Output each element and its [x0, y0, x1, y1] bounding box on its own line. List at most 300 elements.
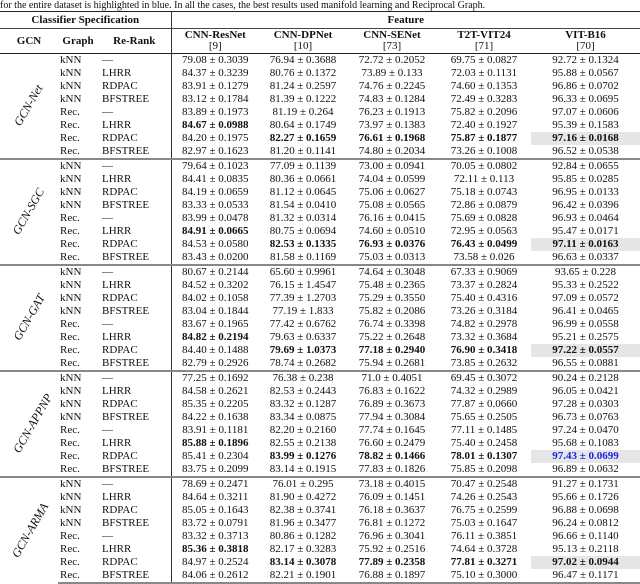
feature-reference: [70]	[576, 40, 595, 52]
value-cell: 77.25 ± 0.1692	[171, 371, 259, 385]
rerank-cell: LHRR	[102, 437, 132, 449]
rerank-header: Re-Rank	[98, 29, 171, 54]
value-cell: 78.82 ± 0.1466	[358, 450, 426, 462]
table-row	[0, 93, 640, 106]
value-cell: 77.81 ± 0.3271	[450, 556, 518, 568]
value-cell: 96.93 ± 0.0464	[552, 212, 619, 224]
graph-header: Graph	[58, 29, 98, 54]
gcn-group-label	[0, 54, 58, 160]
table-row	[0, 556, 640, 569]
value-cell: 96.24 ± 0.0812	[552, 517, 619, 529]
graph-cell: kNN	[60, 93, 82, 105]
value-cell: 75.87 ± 0.1877	[450, 132, 518, 144]
table-row	[0, 450, 640, 463]
graph-cell: kNN	[60, 186, 82, 198]
feature-column-header	[531, 29, 640, 54]
value-cell: 77.19 ± 1.833	[272, 305, 334, 317]
gcn-name: GCN-ARMA	[8, 499, 52, 560]
table-row	[0, 238, 640, 251]
value-cell: 95.88 ± 0.0567	[552, 67, 619, 79]
value-cell: 76.60 ± 0.2479	[358, 437, 426, 449]
table-row	[0, 305, 640, 318]
value-cell: 84.19 ± 0.0659	[171, 186, 259, 199]
value-cell: 96.33 ± 0.0695	[552, 93, 619, 105]
value-cell: 72.86 ± 0.0879	[450, 199, 518, 211]
rerank-cell: —	[102, 424, 113, 436]
value-cell: 77.89 ± 0.2358	[358, 556, 426, 568]
value-cell: 96.42 ± 0.0396	[552, 199, 619, 211]
value-cell: 83.14 ± 0.3078	[269, 556, 337, 568]
value-cell: 97.07 ± 0.0606	[552, 106, 619, 118]
gcn-group-label	[0, 159, 58, 265]
table-row	[0, 477, 640, 491]
value-cell: 71.0 ± 0.4051	[347, 371, 437, 385]
table-row	[0, 569, 640, 583]
value-cell: 84.37 ± 0.3239	[171, 67, 259, 80]
value-cell: 82.38 ± 0.3741	[269, 504, 337, 516]
value-cell: 75.29 ± 0.3550	[358, 292, 426, 304]
rerank-cell: LHRR	[102, 173, 132, 185]
value-cell: 75.10 ± 0.3000	[437, 569, 531, 583]
graph-cell: kNN	[60, 279, 82, 291]
value-cell: 77.87 ± 0.0660	[450, 398, 518, 410]
value-cell: 95.13 ± 0.2118	[552, 543, 619, 555]
table-row	[0, 398, 640, 411]
graph-cell: Rec.	[60, 225, 80, 237]
feature-name: CNN-ResNet	[184, 29, 246, 41]
table-row	[0, 463, 640, 477]
value-cell: 74.26 ± 0.2543	[450, 491, 518, 503]
value-cell: 83.67 ± 0.1965	[171, 318, 259, 331]
table-row	[0, 292, 640, 305]
value-cell: 93.65 ± 0.228	[531, 265, 640, 279]
value-cell: 83.43 ± 0.0200	[171, 251, 259, 265]
value-cell: 73.97 ± 0.1383	[358, 119, 426, 131]
value-cell: 80.64 ± 0.1749	[269, 119, 337, 131]
graph-cell: kNN	[60, 517, 82, 529]
value-cell: 72.49 ± 0.3283	[450, 93, 518, 105]
graph-cell: Rec.	[60, 556, 80, 568]
value-cell: 84.22 ± 0.1638	[171, 411, 259, 424]
value-cell: 80.76 ± 0.1372	[269, 67, 337, 79]
value-cell: 83.99 ± 0.1276	[269, 450, 337, 462]
value-cell: 75.22 ± 0.2648	[358, 331, 426, 343]
value-cell: 73.85 ± 0.2632	[450, 357, 518, 369]
rerank-cell: LHRR	[102, 491, 132, 503]
rerank-cell: BFSTREE	[98, 569, 171, 583]
value-cell: 74.64 ± 0.3728	[450, 543, 518, 555]
value-cell: 75.82 ± 0.2096	[450, 106, 518, 118]
value-cell: 79.08 ± 0.3039	[171, 54, 259, 68]
value-cell: 75.40 ± 0.2458	[450, 437, 518, 449]
rerank-cell: BFSTREE	[102, 93, 150, 105]
value-cell: 85.05 ± 0.1643	[171, 504, 259, 517]
value-cell: 74.76 ± 0.2245	[358, 80, 426, 92]
value-cell: 75.94 ± 0.2681	[358, 357, 426, 369]
value-cell: 76.75 ± 0.2599	[450, 504, 518, 516]
graph-cell: kNN	[60, 80, 82, 92]
graph-cell: Rec.	[60, 450, 80, 462]
value-cell: 96.88 ± 0.0698	[552, 504, 619, 516]
rerank-cell: BFSTREE	[102, 251, 150, 263]
rerank-cell: BFSTREE	[102, 411, 150, 423]
value-cell: 84.82 ± 0.2194	[171, 331, 259, 344]
value-cell: 83.91 ± 0.1279	[171, 80, 259, 93]
value-cell: 81.19 ± 0.264	[272, 106, 334, 118]
value-cell: 76.01 ± 0.295	[259, 477, 347, 491]
value-cell: 81.39 ± 0.1222	[269, 93, 337, 105]
classifier-spec-header: Classifier Specification	[0, 12, 171, 29]
graph-cell: Rec.	[60, 437, 80, 449]
value-cell: 96.86 ± 0.0702	[552, 80, 619, 92]
value-cell: 77.39 ± 1.2703	[269, 292, 337, 304]
value-cell: 96.52 ± 0.0538	[552, 145, 619, 157]
rerank-cell: LHRR	[102, 279, 132, 291]
rerank-cell: —	[102, 54, 113, 66]
feature-header: Feature	[171, 12, 640, 29]
value-cell: 92.72 ± 0.1324	[552, 54, 619, 66]
value-cell: 70.05 ± 0.0802	[437, 159, 531, 173]
rerank-cell: RDPAC	[102, 238, 138, 250]
table-row	[0, 212, 640, 225]
rerank-cell: —	[102, 318, 113, 330]
rerank-cell: BFSTREE	[102, 305, 150, 317]
value-cell: 73.37 ± 0.2824	[450, 279, 518, 291]
value-cell: 77.09 ± 0.1139	[259, 159, 347, 173]
value-cell: 77.11 ± 0.1485	[450, 424, 518, 436]
value-cell: 83.89 ± 0.1973	[171, 106, 259, 119]
graph-cell: kNN	[60, 411, 82, 423]
graph-cell: kNN	[58, 265, 98, 279]
value-cell: 84.41 ± 0.0835	[171, 173, 259, 186]
value-cell: 78.74 ± 0.2682	[269, 357, 337, 369]
value-cell: 76.43 ± 0.0499	[450, 238, 518, 250]
value-cell: 73.26 ± 0.3184	[450, 305, 518, 317]
graph-cell: Rec.	[60, 331, 80, 343]
value-cell: 82.55 ± 0.2138	[269, 437, 337, 449]
graph-cell: Rec.	[60, 251, 80, 263]
value-cell: 78.01 ± 0.1307	[450, 450, 518, 462]
table-row	[0, 186, 640, 199]
value-cell: 80.75 ± 0.0694	[269, 225, 337, 237]
value-cell: 81.20 ± 0.1141	[269, 145, 337, 157]
value-cell: 95.21 ± 0.2575	[552, 331, 619, 343]
value-cell: 75.40 ± 0.4316	[450, 292, 518, 304]
graph-cell: Rec.	[60, 357, 80, 369]
value-cell: 77.42 ± 0.6762	[269, 318, 337, 330]
value-cell: 81.12 ± 0.0645	[269, 186, 337, 198]
value-cell: 97.11 ± 0.0163	[531, 238, 640, 251]
value-cell: 84.58 ± 0.2621	[171, 385, 259, 398]
feature-reference: [71]	[474, 40, 494, 52]
table-row	[0, 173, 640, 186]
value-cell: 76.23 ± 0.1913	[358, 106, 426, 118]
graph-cell: Rec.	[60, 318, 80, 330]
value-cell: 76.74 ± 0.3398	[358, 318, 426, 330]
value-cell: 80.36 ± 0.0661	[269, 173, 337, 185]
value-cell: 77.18 ± 0.2940	[358, 344, 426, 356]
gcn-name: GCN-SGC	[9, 185, 48, 237]
rerank-cell: RDPAC	[102, 450, 138, 462]
feature-name: T2T-VIT24	[457, 29, 511, 41]
value-cell: 81.96 ± 0.3477	[269, 517, 337, 529]
value-cell: 82.97 ± 0.1623	[171, 145, 259, 159]
value-cell: 82.53 ± 0.1335	[269, 238, 337, 250]
rerank-cell: RDPAC	[102, 292, 138, 304]
table-row	[0, 357, 640, 371]
value-cell: 83.04 ± 0.1844	[171, 305, 259, 318]
value-cell: 96.73 ± 0.0763	[552, 411, 619, 423]
value-cell: 90.24 ± 0.2128	[531, 371, 640, 385]
value-cell: 76.81 ± 0.1272	[358, 517, 426, 529]
value-cell: 84.06 ± 0.2612	[171, 569, 259, 583]
value-cell: 96.89 ± 0.0632	[552, 463, 619, 475]
rerank-cell: RDPAC	[102, 504, 138, 516]
value-cell: 83.99 ± 0.0478	[171, 212, 259, 225]
value-cell: 81.24 ± 0.2597	[269, 80, 337, 92]
gcn-group-label	[0, 477, 58, 583]
value-cell: 72.11 ± 0.113	[453, 173, 515, 185]
value-cell: 95.85 ± 0.0285	[552, 173, 619, 185]
rerank-cell: LHRR	[102, 67, 132, 79]
graph-cell: kNN	[60, 491, 82, 503]
value-cell: 74.80 ± 0.2034	[358, 145, 426, 157]
value-cell: 76.83 ± 0.1622	[358, 385, 426, 397]
value-cell: 84.40 ± 0.1488	[171, 344, 259, 357]
value-cell: 76.16 ± 0.0415	[358, 212, 426, 224]
value-cell: 69.45 ± 0.3072	[437, 371, 531, 385]
value-cell: 96.55 ± 0.0881	[552, 357, 619, 369]
feature-column-header	[347, 29, 437, 54]
value-cell: 97.28 ± 0.0303	[552, 398, 619, 410]
value-cell: 75.03 ± 0.1647	[450, 517, 518, 529]
rerank-cell: BFSTREE	[102, 357, 150, 369]
graph-cell: kNN	[60, 67, 82, 79]
feature-reference: [73]	[382, 40, 402, 52]
table-row	[0, 119, 640, 132]
value-cell: 83.14 ± 0.1915	[269, 463, 337, 475]
rerank-cell: LHRR	[102, 119, 132, 131]
gcn-name: GCN-APPNP	[10, 391, 56, 456]
table-row	[0, 265, 640, 279]
rerank-cell: RDPAC	[102, 398, 138, 410]
table-row	[0, 344, 640, 357]
graph-cell: kNN	[60, 54, 82, 66]
value-cell: 65.60 ± 0.9961	[259, 265, 347, 279]
value-cell: 84.64 ± 0.3211	[171, 491, 259, 504]
value-cell: 96.63 ± 0.0337	[552, 251, 619, 263]
value-cell: 75.69 ± 0.0828	[450, 212, 518, 224]
table-row	[0, 530, 640, 543]
value-cell: 67.33 ± 0.9069	[437, 265, 531, 279]
rerank-cell: —	[98, 371, 171, 385]
graph-cell: kNN	[60, 199, 82, 211]
gcn-group-label	[0, 371, 58, 477]
table-row	[0, 504, 640, 517]
feature-name: CNN-DPNet	[273, 29, 333, 41]
value-cell: 96.41 ± 0.0465	[552, 305, 619, 317]
gcn-name: GCN-Net	[11, 82, 46, 129]
value-cell: 77.94 ± 0.3084	[358, 411, 426, 423]
value-cell: 84.02 ± 0.1058	[171, 292, 259, 305]
rerank-cell: BFSTREE	[102, 463, 150, 475]
value-cell: 76.09 ± 0.1451	[358, 491, 426, 503]
value-cell: 96.95 ± 0.0133	[552, 186, 619, 198]
value-cell: 82.79 ± 0.2926	[171, 357, 259, 371]
graph-cell: kNN	[58, 371, 98, 385]
table-caption: for the entire dataset is highlighted in blue. In all the cases, the best results used manifold learning and Reciprocal Graph.	[0, 0, 486, 11]
value-cell: 79.63 ± 0.6337	[269, 331, 337, 343]
value-cell: 81.54 ± 0.0410	[269, 199, 337, 211]
value-cell: 97.09 ± 0.0572	[552, 292, 619, 304]
value-cell: 83.91 ± 0.1181	[171, 424, 259, 437]
value-cell: 73.26 ± 0.1008	[450, 145, 518, 157]
value-cell: 72.72 ± 0.2052	[358, 54, 426, 66]
value-cell: 72.40 ± 0.1927	[450, 119, 518, 131]
gcn-name: GCN-GAT	[9, 291, 48, 343]
table-row	[0, 106, 640, 119]
value-cell: 81.32 ± 0.0314	[269, 212, 337, 224]
value-cell: 97.22 ± 0.0557	[531, 344, 640, 357]
table-row	[0, 225, 640, 238]
table-row	[0, 159, 640, 173]
table-row	[0, 132, 640, 145]
graph-cell: kNN	[60, 173, 82, 185]
value-cell: 76.88 ± 0.1897	[347, 569, 437, 583]
rerank-cell: BFSTREE	[102, 145, 150, 157]
value-cell: 82.53 ± 0.2443	[269, 385, 337, 397]
value-cell: 74.60 ± 0.0510	[358, 225, 426, 237]
value-cell: 84.20 ± 0.1975	[171, 132, 259, 145]
graph-cell: Rec.	[60, 543, 80, 555]
value-cell: 95.66 ± 0.1726	[552, 491, 619, 503]
value-cell: 76.38 ± 0.238	[259, 371, 347, 385]
rerank-cell: RDPAC	[102, 556, 138, 568]
value-cell: 77.74 ± 0.1645	[358, 424, 426, 436]
rerank-cell: LHRR	[102, 331, 132, 343]
value-cell: 83.12 ± 0.1784	[171, 93, 259, 106]
value-cell: 92.84 ± 0.0655	[531, 159, 640, 173]
value-cell: 76.96 ± 0.3041	[358, 530, 426, 542]
value-cell: 95.68 ± 0.1083	[552, 437, 619, 449]
value-cell: 95.33 ± 0.2522	[552, 279, 619, 291]
rerank-cell: BFSTREE	[102, 199, 150, 211]
value-cell: 74.04 ± 0.0599	[358, 173, 426, 185]
graph-cell: Rec.	[60, 106, 80, 118]
value-cell: 96.66 ± 0.1140	[552, 530, 619, 542]
graph-cell: Rec.	[60, 119, 80, 131]
value-cell: 76.94 ± 0.3688	[269, 54, 337, 66]
graph-cell: kNN	[60, 504, 82, 516]
value-cell: 82.27 ± 0.1659	[269, 132, 337, 144]
table-row	[0, 543, 640, 556]
table-row	[0, 517, 640, 530]
gcn-header: GCN	[0, 29, 58, 54]
value-cell: 74.82 ± 0.2978	[450, 318, 518, 330]
rerank-cell: —	[98, 477, 171, 491]
value-cell: 82.21 ± 0.1901	[259, 569, 347, 583]
value-cell: 97.02 ± 0.0944	[531, 556, 640, 569]
value-cell: 77.83 ± 0.1826	[358, 463, 426, 475]
graph-cell: Rec.	[60, 212, 80, 224]
value-cell: 83.34 ± 0.0875	[269, 411, 337, 423]
table-row	[0, 199, 640, 212]
graph-cell: Rec.	[58, 569, 98, 583]
value-cell: 73.18 ± 0.4015	[347, 477, 437, 491]
rerank-cell: RDPAC	[102, 132, 138, 144]
value-cell: 82.20 ± 0.2160	[269, 424, 337, 436]
value-cell: 95.39 ± 0.1583	[552, 119, 619, 131]
graph-cell: Rec.	[60, 424, 80, 436]
value-cell: 76.18 ± 0.3637	[358, 504, 426, 516]
gcn-group-label	[0, 265, 58, 371]
table-row	[0, 251, 640, 265]
table-row	[0, 331, 640, 344]
rerank-cell: —	[102, 106, 113, 118]
value-cell: 84.97 ± 0.2524	[171, 556, 259, 569]
value-cell: 75.82 ± 0.2086	[358, 305, 426, 317]
value-cell: 76.89 ± 0.3673	[358, 398, 426, 410]
value-cell: 84.52 ± 0.3202	[171, 279, 259, 292]
table-body	[0, 54, 640, 584]
value-cell: 85.41 ± 0.2304	[171, 450, 259, 463]
value-cell: 84.67 ± 0.0988	[171, 119, 259, 132]
value-cell: 75.92 ± 0.2516	[358, 543, 426, 555]
value-cell: 96.99 ± 0.0558	[552, 318, 619, 330]
feature-reference: [9]	[208, 40, 222, 52]
value-cell: 83.72 ± 0.0791	[171, 517, 259, 530]
value-cell: 97.24 ± 0.0470	[552, 424, 619, 436]
value-cell: 73.89 ± 0.133	[361, 67, 423, 79]
value-cell: 80.67 ± 0.2144	[171, 265, 259, 279]
value-cell: 72.95 ± 0.0563	[450, 225, 518, 237]
value-cell: 76.93 ± 0.0376	[358, 238, 426, 250]
graph-cell: kNN	[60, 385, 82, 397]
rerank-cell: LHRR	[102, 385, 132, 397]
value-cell: 76.15 ± 1.4547	[269, 279, 337, 291]
graph-cell: Rec.	[60, 530, 80, 542]
value-cell: 78.69 ± 0.2471	[171, 477, 259, 491]
value-cell: 95.47 ± 0.0171	[552, 225, 619, 237]
feature-name: CNN-SENet	[363, 29, 421, 41]
table-row	[0, 424, 640, 437]
value-cell: 79.64 ± 0.1023	[171, 159, 259, 173]
table-row	[0, 491, 640, 504]
rerank-cell: BFSTREE	[102, 517, 150, 529]
value-cell: 72.03 ± 0.1131	[450, 67, 518, 79]
value-cell: 75.65 ± 0.2505	[450, 411, 518, 423]
graph-cell: kNN	[60, 305, 82, 317]
value-cell: 96.05 ± 0.0421	[552, 385, 619, 397]
value-cell: 85.35 ± 0.2205	[171, 398, 259, 411]
rerank-cell: —	[98, 265, 171, 279]
value-cell: 83.33 ± 0.0533	[171, 199, 259, 212]
value-cell: 82.17 ± 0.3283	[269, 543, 337, 555]
value-cell: 74.32 ± 0.2989	[450, 385, 518, 397]
feature-column-header	[437, 29, 531, 54]
results-table	[0, 11, 640, 584]
table-row	[0, 411, 640, 424]
value-cell: 74.64 ± 0.3048	[347, 265, 437, 279]
rerank-cell: RDPAC	[102, 186, 138, 198]
value-cell: 83.75 ± 0.2099	[171, 463, 259, 477]
value-cell: 91.27 ± 0.1731	[531, 477, 640, 491]
table-row	[0, 145, 640, 159]
graph-cell: Rec.	[60, 463, 80, 475]
table-row	[0, 54, 640, 68]
feature-column-header	[259, 29, 347, 54]
value-cell: 70.47 ± 0.2548	[437, 477, 531, 491]
